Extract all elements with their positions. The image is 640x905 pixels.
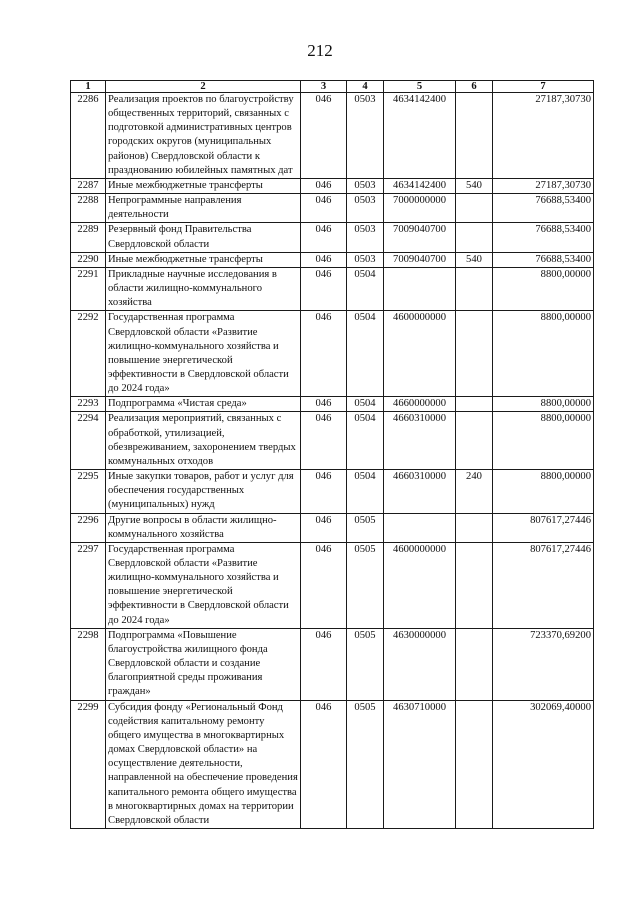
row-amount: 8800,00000 xyxy=(493,311,594,397)
row-name: Прикладные научные исследования в области жилищно-коммунального хозяйства xyxy=(106,267,301,310)
row-number: 2289 xyxy=(71,223,106,252)
table-row xyxy=(71,542,594,628)
row-number: 2297 xyxy=(71,542,106,628)
table-row xyxy=(71,311,594,397)
row-amount: 76688,53400 xyxy=(493,223,594,252)
table-row xyxy=(71,513,594,542)
row-code-5: 7000000000 xyxy=(384,194,456,223)
budget-table xyxy=(70,80,594,829)
row-code-3: 046 xyxy=(301,628,347,700)
row-code-3: 046 xyxy=(301,470,347,513)
row-name: Субсидия фонду «Региональный Фонд содействия капитальному ремонту общего имущества в многоквартирных домах Свердловской области» на осуществление деятельности, направленной на обеспечение проведения капитального ремонта общего имущества в многоквартирных домах на территории Свердловской области xyxy=(106,700,301,828)
table-row xyxy=(71,397,594,412)
table-row xyxy=(71,252,594,267)
col-header-4: 4 xyxy=(347,81,384,93)
row-code-6 xyxy=(456,513,493,542)
row-amount: 8800,00000 xyxy=(493,470,594,513)
row-number: 2288 xyxy=(71,194,106,223)
col-header-7: 7 xyxy=(493,81,594,93)
row-code-6 xyxy=(456,223,493,252)
row-amount: 8800,00000 xyxy=(493,412,594,470)
row-code-3: 046 xyxy=(301,194,347,223)
row-code-3: 046 xyxy=(301,267,347,310)
row-code-6 xyxy=(456,412,493,470)
table-row xyxy=(71,178,594,193)
row-code-3: 046 xyxy=(301,513,347,542)
table-row xyxy=(71,223,594,252)
row-code-4: 0503 xyxy=(347,252,384,267)
row-code-4: 0504 xyxy=(347,397,384,412)
row-code-3: 046 xyxy=(301,252,347,267)
row-code-6 xyxy=(456,93,493,179)
row-amount: 27187,30730 xyxy=(493,93,594,179)
row-code-5: 4600000000 xyxy=(384,542,456,628)
row-code-4: 0503 xyxy=(347,93,384,179)
row-number: 2294 xyxy=(71,412,106,470)
table-row xyxy=(71,194,594,223)
row-code-5: 4660310000 xyxy=(384,470,456,513)
row-code-5: 7009040700 xyxy=(384,252,456,267)
row-code-4: 0505 xyxy=(347,700,384,828)
row-code-4: 0505 xyxy=(347,542,384,628)
row-amount: 807617,27446 xyxy=(493,542,594,628)
table-body xyxy=(71,93,594,829)
table-row xyxy=(71,412,594,470)
row-number: 2298 xyxy=(71,628,106,700)
row-code-4: 0503 xyxy=(347,223,384,252)
row-amount: 76688,53400 xyxy=(493,194,594,223)
row-code-3: 046 xyxy=(301,311,347,397)
col-header-2: 2 xyxy=(106,81,301,93)
row-name: Подпрограмма «Чистая среда» xyxy=(106,397,301,412)
row-name: Иные закупки товаров, работ и услуг для обеспечения государственных (муниципальных) нужд xyxy=(106,470,301,513)
row-code-4: 0504 xyxy=(347,412,384,470)
row-name: Государственная программа Свердловской области «Развитие жилищно-коммунального хозяйства и повышение энергетической эффективности в Свердловской области до 2024 года» xyxy=(106,311,301,397)
row-name: Резервный фонд Правительства Свердловской области xyxy=(106,223,301,252)
row-code-6 xyxy=(456,311,493,397)
row-code-4: 0505 xyxy=(347,628,384,700)
table-row xyxy=(71,470,594,513)
row-code-6 xyxy=(456,542,493,628)
row-code-3: 046 xyxy=(301,397,347,412)
row-number: 2287 xyxy=(71,178,106,193)
row-code-4: 0503 xyxy=(347,178,384,193)
row-name: Подпрограмма «Повышение благоустройства жилищного фонда Свердловской области и создание благоприятной среды проживания граждан» xyxy=(106,628,301,700)
row-code-6 xyxy=(456,194,493,223)
row-code-3: 046 xyxy=(301,542,347,628)
row-number: 2286 xyxy=(71,93,106,179)
row-code-6 xyxy=(456,628,493,700)
row-code-5: 4634142400 xyxy=(384,93,456,179)
row-number: 2290 xyxy=(71,252,106,267)
row-code-6 xyxy=(456,700,493,828)
row-code-6: 240 xyxy=(456,470,493,513)
row-code-4: 0504 xyxy=(347,267,384,310)
row-name: Иные межбюджетные трансферты xyxy=(106,178,301,193)
col-header-3: 3 xyxy=(301,81,347,93)
row-name: Непрограммные направления деятельности xyxy=(106,194,301,223)
row-name: Другие вопросы в области жилищно-коммунального хозяйства xyxy=(106,513,301,542)
row-code-3: 046 xyxy=(301,412,347,470)
row-code-4: 0503 xyxy=(347,194,384,223)
row-amount: 723370,69200 xyxy=(493,628,594,700)
row-code-5 xyxy=(384,267,456,310)
row-number: 2299 xyxy=(71,700,106,828)
table-row xyxy=(71,93,594,179)
row-code-5: 4630710000 xyxy=(384,700,456,828)
row-amount: 8800,00000 xyxy=(493,267,594,310)
row-name: Реализация мероприятий, связанных с обработкой, утилизацией, обезвреживанием, захоронением твердых коммунальных отходов xyxy=(106,412,301,470)
row-number: 2293 xyxy=(71,397,106,412)
row-code-4: 0504 xyxy=(347,311,384,397)
table-row xyxy=(71,267,594,310)
row-code-5: 4634142400 xyxy=(384,178,456,193)
col-header-5: 5 xyxy=(384,81,456,93)
row-code-3: 046 xyxy=(301,223,347,252)
row-code-3: 046 xyxy=(301,93,347,179)
header-row xyxy=(71,81,594,93)
row-name: Иные межбюджетные трансферты xyxy=(106,252,301,267)
row-code-3: 046 xyxy=(301,700,347,828)
table-row xyxy=(71,628,594,700)
col-header-1: 1 xyxy=(71,81,106,93)
row-amount: 807617,27446 xyxy=(493,513,594,542)
row-code-5: 4630000000 xyxy=(384,628,456,700)
row-number: 2292 xyxy=(71,311,106,397)
row-code-6: 540 xyxy=(456,252,493,267)
row-number: 2295 xyxy=(71,470,106,513)
row-code-4: 0505 xyxy=(347,513,384,542)
table-row xyxy=(71,700,594,828)
page-number: 212 xyxy=(307,41,333,60)
row-code-6 xyxy=(456,397,493,412)
row-code-6: 540 xyxy=(456,178,493,193)
row-name: Реализация проектов по благоустройству общественных территорий, связанных с подготовкой административных центров городских округов (муниципальных районов) Свердловской области к празднованию юбилейных памятных дат xyxy=(106,93,301,179)
row-code-5 xyxy=(384,513,456,542)
row-code-5: 4600000000 xyxy=(384,311,456,397)
row-code-5: 4660310000 xyxy=(384,412,456,470)
row-code-4: 0504 xyxy=(347,470,384,513)
col-header-6: 6 xyxy=(456,81,493,93)
row-number: 2291 xyxy=(71,267,106,310)
row-number: 2296 xyxy=(71,513,106,542)
row-code-3: 046 xyxy=(301,178,347,193)
row-amount: 302069,40000 xyxy=(493,700,594,828)
row-amount: 8800,00000 xyxy=(493,397,594,412)
row-amount: 27187,30730 xyxy=(493,178,594,193)
row-code-6 xyxy=(456,267,493,310)
row-code-5: 4660000000 xyxy=(384,397,456,412)
row-amount: 76688,53400 xyxy=(493,252,594,267)
row-name: Государственная программа Свердловской области «Развитие жилищно-коммунального хозяйства и повышение энергетической эффективности в Свердловской области до 2024 года» xyxy=(106,542,301,628)
row-code-5: 7009040700 xyxy=(384,223,456,252)
